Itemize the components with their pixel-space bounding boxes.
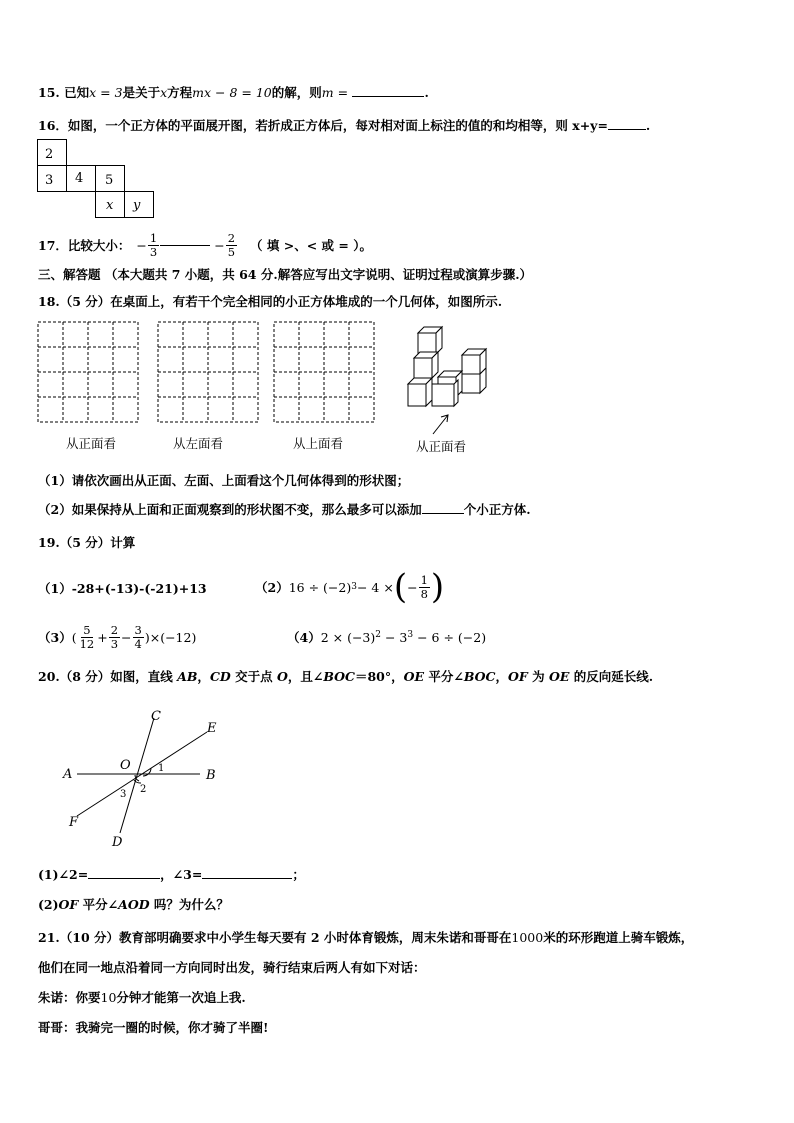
label-O: O: [120, 758, 131, 773]
net-cell-5: 5: [105, 173, 114, 188]
question-19: 19.（5 分）计算: [38, 535, 136, 550]
net-cell-4: 4: [75, 171, 84, 186]
q18-sub1: （1）请依次画出从正面、左面、上面看这个几何体得到的形状图；: [38, 473, 410, 488]
angle-label-3: 3: [120, 789, 127, 800]
label-C: C: [151, 709, 161, 724]
section-heading: 三、解答题 （本大题共 7 小题，共 64 分.解答应写出文字说明、证明过程或演算步骤.）: [38, 267, 533, 282]
q19-part3: （3） ( $\frac{5}{12}$ + $\frac{2}{3}$ − $\frac{3}{4}$ )×(−12): [38, 622, 197, 651]
q21-line2: 他们在同一地点沿着同一方向同时出发，骑行结束后两人有如下对话：: [38, 960, 426, 975]
angle-label-2: 2: [140, 784, 147, 795]
question-15: 15. 已知x = 3是关于x方程mx − 8 = 10的解，则m = .: [38, 85, 429, 100]
answer-blank[interactable]: [88, 878, 160, 879]
net-cell-x: x: [106, 198, 114, 213]
label-arrow-front: 从正面看: [416, 439, 467, 454]
q18-sub2: （2）如果保持从上面和正面观察到的形状图不变，那么最多可以添加 个小正方体.: [38, 502, 531, 517]
q21-line3: 朱诺：你要10分钟才能第一次追上我.: [38, 990, 246, 1005]
label-front-view: 从正面看: [66, 436, 117, 451]
answer-blank[interactable]: [160, 245, 210, 246]
q20-sub2: (2)OF 平分∠AOD 吗？为什么？: [38, 897, 229, 912]
answer-blank[interactable]: [422, 513, 464, 514]
angle-label-1: 1: [158, 763, 165, 774]
question-18: 18.（5 分）在桌面上，有若干个完全相同的小正方体堆成的一个几何体，如图所示.: [38, 294, 503, 309]
fraction-one-eighth: $\frac{1}{8}$: [420, 572, 428, 601]
cube-net-figure: [37, 139, 157, 221]
net-cell-y: y: [133, 198, 141, 213]
question-16: 16．如图，一个正方体的平面展开图，若折成正方体后，每对相对面上标注的值的和均相等，则 x+y= .: [38, 118, 651, 133]
angle-figure: [55, 705, 230, 855]
fraction-one-third: $\frac{1}{3}$: [149, 230, 158, 259]
cube-stack-figure: [400, 322, 500, 442]
label-E: E: [207, 721, 217, 736]
question-21: 21.（10 分）教育部明确要求中小学生每天要有 2 小时体育锻炼，周末朱诺和哥哥在1000米的环形跑道上骑车锻炼，: [38, 930, 694, 945]
label-F: F: [69, 815, 79, 830]
label-A: A: [63, 767, 73, 782]
answer-blank[interactable]: [352, 96, 424, 97]
answer-blank[interactable]: [608, 129, 646, 130]
label-left-view: 从左面看: [173, 436, 224, 451]
answer-blank[interactable]: [202, 878, 292, 879]
net-cell-2: 2: [45, 147, 54, 162]
label-B: B: [206, 768, 216, 783]
label-D: D: [112, 835, 123, 850]
label-top-view: 从上面看: [293, 436, 344, 451]
q19-part4: $(4)2 \times (-3)^2 - 3^3 - 6 \div (-2)$: [287, 629, 487, 645]
q19-part1: （1）-28+(-13)-(-21)+13: [38, 581, 207, 596]
q20-sub1: (1)∠2= ，∠3= ；: [38, 867, 305, 882]
line-CD: [120, 718, 154, 833]
q19-part2: （2） 16 ÷ (−2) 3 − 4 × ( − $\frac{1}{8}$ ): [255, 567, 445, 607]
question-20: 20.（8 分）如图，直线 AB，CD 交于点 O，且∠BOC＝80°，OE 平分∠BOC，OF 为 OE 的反向延长线.: [38, 669, 654, 684]
net-cell-3: 3: [45, 173, 54, 188]
q21-line4: 哥哥：我骑完一圈的时候，你才骑了半圈!: [38, 1020, 269, 1035]
fraction-two-fifths: $\frac{2}{5}$: [227, 230, 236, 259]
question-17: 17．比较大小： − $\frac{1}{3}$ − $\frac{2}{5}$ （ 填 >、< 或 = ）。: [38, 230, 372, 259]
